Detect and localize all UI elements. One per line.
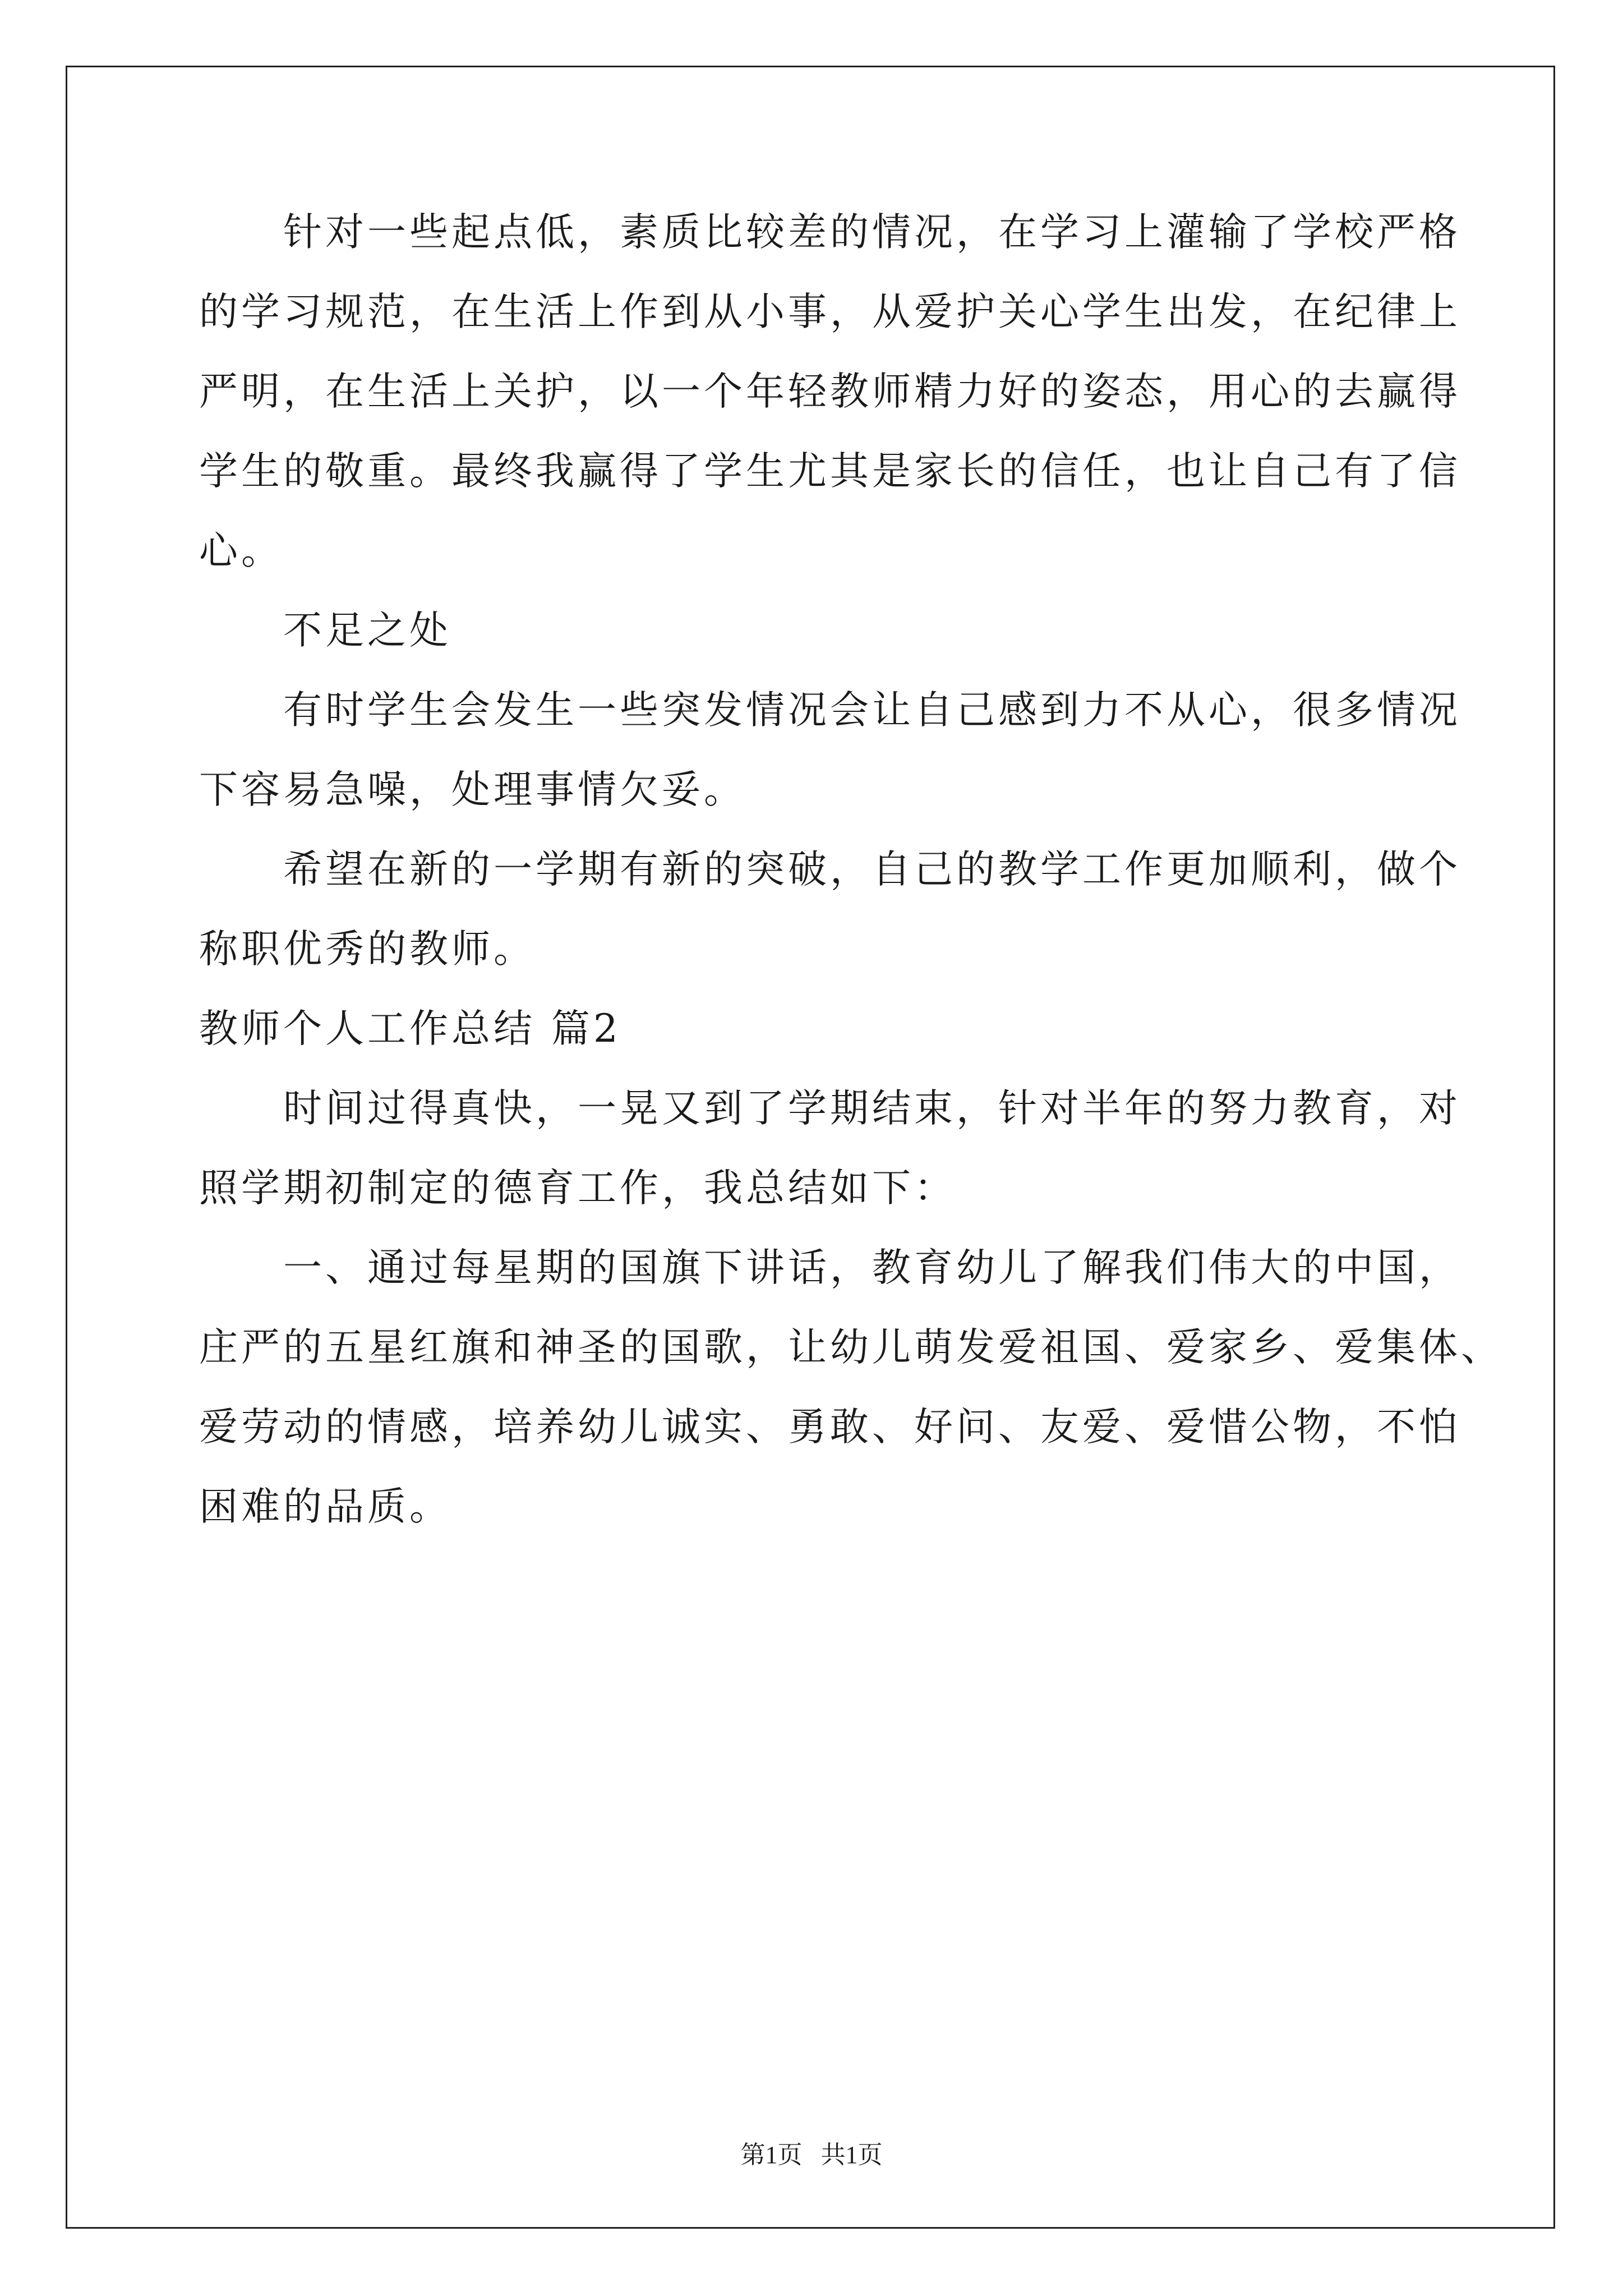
text-line: 下容易急噪，处理事情欠妥。 [199, 767, 746, 812]
text-line: 针对一些起点低，素质比较差的情况，在学习上灌输了学校严格 [199, 210, 1461, 255]
text-line: 学生的敬重。最终我赢得了学生尤其是家长的信任，也让自己有了信 [199, 449, 1461, 494]
text-line: 严明，在生活上关护，以一个年轻教师精力好的姿态，用心的去赢得 [199, 369, 1461, 414]
text-line: 庄严的五星红旗和神圣的国歌，让幼儿萌发爱祖国、爱家乡、爱集体、 [199, 1325, 1503, 1370]
text-line: 爱劳动的情感，培养幼儿诚实、勇敢、好问、友爱、爱惜公物，不怕 [199, 1405, 1461, 1450]
text-line: 称职优秀的教师。 [199, 927, 536, 972]
text-line: 有时学生会发生一些突发情况会让自己感到力不从心，很多情况 [199, 688, 1461, 733]
article-title: 教师个人工作总结 篇2 [199, 1006, 621, 1051]
page-footer: 第1页 共1页 [740, 2141, 883, 2169]
text-line: 困难的品质。 [199, 1484, 451, 1529]
section-heading: 不足之处 [199, 608, 451, 653]
text-line: 的学习规范，在生活上作到从小事，从爱护关心学生出发，在纪律上 [199, 289, 1461, 334]
text-line: 心。 [199, 528, 283, 573]
text-line: 希望在新的一学期有新的突破，自己的教学工作更加顺利，做个 [199, 847, 1461, 892]
text-line: 时间过得真快，一晃又到了学期结束，针对半年的努力教育，对 [199, 1086, 1461, 1131]
text-line: 照学期初制定的德育工作，我总结如下： [199, 1166, 956, 1211]
text-line: 一、通过每星期的国旗下讲话，教育幼儿了解我们伟大的中国， [199, 1245, 1461, 1290]
